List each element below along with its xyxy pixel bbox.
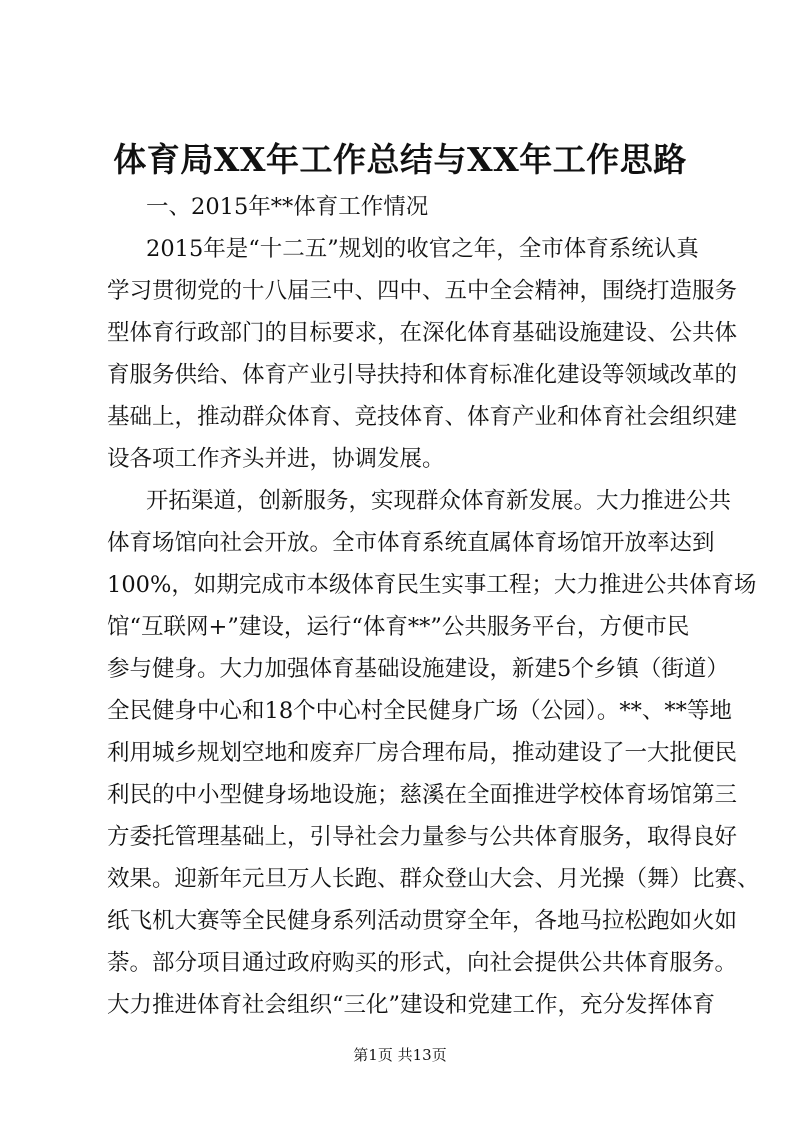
paragraph-line: 方委托管理基础上，引导社会力量参与公共体育服务，取得良好 <box>107 824 738 850</box>
paragraph-line: 大力推进体育社会组织“三化”建设和党建工作，充分发挥体育 <box>107 992 716 1018</box>
paragraph-line: 利用城乡规划空地和废弃厂房合理布局，推动建设了一大批便民 <box>107 740 738 766</box>
paragraph-line: 设各项工作齐头并进，协调发展。 <box>107 446 445 472</box>
paragraph-line: 型体育行政部门的目标要求，在深化体育基础设施建设、公共体 <box>107 320 738 346</box>
paragraph-line: 2015年是“十二五”规划的收官之年，全市体育系统认真 <box>146 236 699 262</box>
paragraph-line: 全民健身中心和18个中心村全民健身广场（公园）。**、**等地 <box>107 698 732 724</box>
paragraph-line: 体育场馆向社会开放。全市体育系统直属体育场馆开放率达到 <box>107 530 715 556</box>
paragraph-line: 荼。部分项目通过政府购买的形式，向社会提供公共体育服务。 <box>107 950 738 976</box>
paragraph-line: 育服务供给、体育产业引导扶持和体育标准化建设等领域改革的 <box>107 362 738 388</box>
paragraph-line: 基础上，推动群众体育、竞技体育、体育产业和体育社会组织建 <box>107 404 738 430</box>
paragraph-line: 开拓渠道，创新服务，实现群众体育新发展。大力推进公共 <box>146 488 732 514</box>
page-number: 第1页 共13页 <box>353 1046 447 1064</box>
paragraph-line: 参与健身。大力加强体育基础设施建设，新建5个乡镇（街道） <box>107 656 729 682</box>
paragraph-line: 利民的中小型健身场地设施；慈溪在全面推进学校体育场馆第三 <box>107 782 738 808</box>
paragraph-line: 100%，如期完成市本级体育民生实事工程；大力推进公共体育场 <box>107 572 757 598</box>
paragraph-line: 效果。迎新年元旦万人长跑、群众登山大会、月光操（舞）比赛、 <box>107 866 760 892</box>
document-title: 体育局XX年工作总结与XX年工作思路 <box>113 140 687 179</box>
section-heading: 一、2015年**体育工作情况 <box>146 194 429 220</box>
paragraph-line: 纸飞机大赛等全民健身系列活动贯穿全年，各地马拉松跑如火如 <box>107 908 738 934</box>
paragraph-line: 馆“互联网+”建设，运行“体育**”公共服务平台，方便市民 <box>107 614 690 640</box>
paragraph-line: 学习贯彻党的十八届三中、四中、五中全会精神，围绕打造服务 <box>107 278 738 304</box>
